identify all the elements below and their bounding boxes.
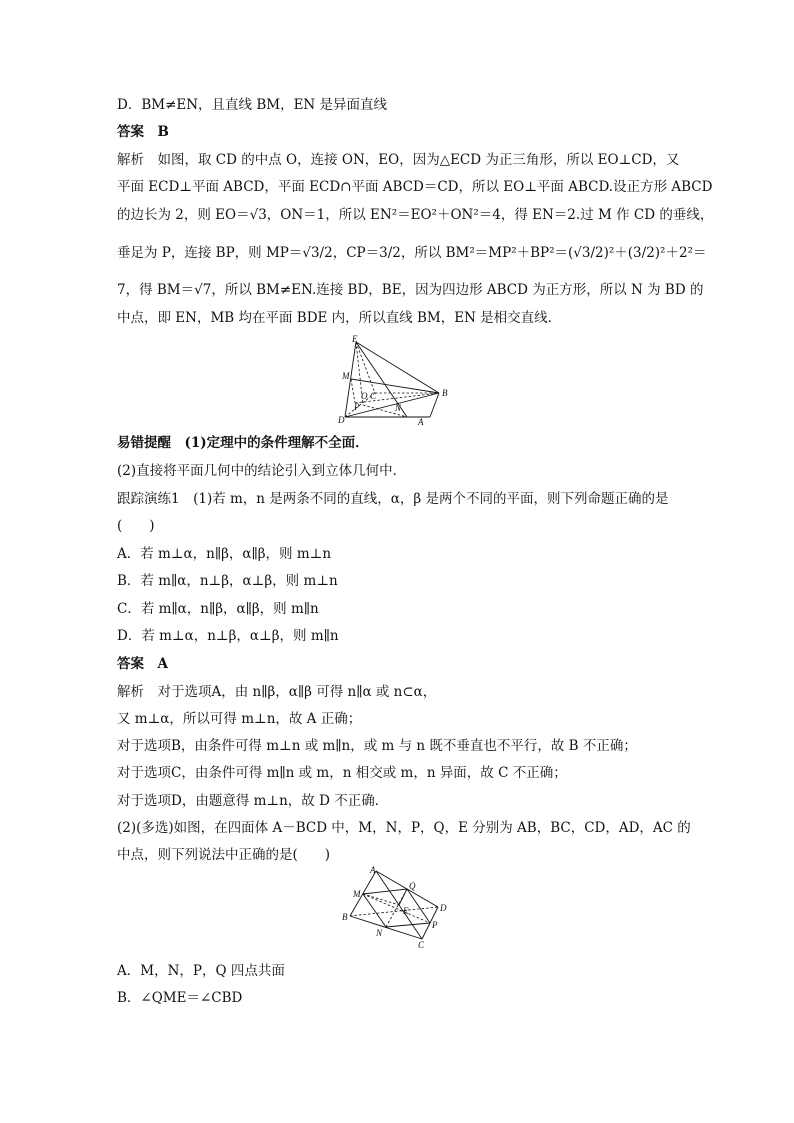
fig2-label-C: C xyxy=(418,940,425,950)
text-line-1: D．BM≠EN，且直线 BM，EN 是异面直线 xyxy=(117,97,388,113)
fig2-label-Q: Q xyxy=(409,881,416,891)
question2-line-2: 中点，则下列说法中正确的是( ) xyxy=(117,847,331,863)
text-line-8: 中点，即 EN，MB 均在平面 BDE 内，所以直线 BM，EN 是相交直线． xyxy=(117,310,562,326)
fig1-label-E: E xyxy=(352,334,358,344)
text-line-4: 平面 ECD⊥平面 ABCD，平面 ECD∩平面 ABCD＝CD，所以 EO⊥平面 ABCD.设正方形 ABCD xyxy=(117,179,713,195)
analysis-line-1: 解析 对于选项A，由 n∥β，α∥β 可得 n∥α 或 n⊂α， xyxy=(117,684,437,700)
practice-line-1: 跟踪演练1 (1)若 m，n 是两条不同的直线，α，β 是两个不同的平面，则下列命题正确的是 xyxy=(117,491,669,507)
option-a: A．若 m⊥α，n∥β，α∥β，则 m⊥n xyxy=(117,546,332,562)
fig1-label-M: M xyxy=(342,371,350,381)
option-c: C．若 m∥α，n∥β，α∥β，则 m∥n xyxy=(117,601,319,617)
option-b: B．若 m∥α，n⊥β，α⊥β，则 m⊥n xyxy=(117,573,338,589)
fig1-label-O: O xyxy=(361,391,368,401)
fig1-label-C: C xyxy=(370,391,377,401)
fig2-label-P: P xyxy=(432,920,438,930)
q2-option-a: A．M，N，P，Q 四点共面 xyxy=(117,963,285,979)
text-line-7: 7，得 BM＝√7，所以 BM≠EN.连接 BD，BE，因为四边形 ABCD 为正方形，所以 N 为 BD 的 xyxy=(117,282,704,298)
text-line-5: 的边长为 2，则 EO＝√3，ON＝1，所以 EN²＝EO²＋ON²＝4，得 EN＝2.过 M 作 CD 的垂线， xyxy=(117,207,714,223)
practice-line-2: ( ) xyxy=(117,518,155,534)
fig2-label-B: B xyxy=(342,912,348,922)
fig1-label-D: D xyxy=(338,415,345,425)
analysis-line-2: 又 m⊥α，所以可得 m⊥n，故 A 正确； xyxy=(117,711,362,727)
fig2-label-D: D xyxy=(440,903,447,913)
text-line-6: 垂足为 P，连接 BP，则 MP＝√3/2，CP＝3/2，所以 BM²＝MP²＋BP²＝(√3/2)²＋(3/2)²＋2²＝ xyxy=(117,245,707,261)
question2-line-1: (2)(多选)如图，在四面体 A－BCD 中，M，N，P，Q，E 分别为 AB，BC，CD，AD，AC 的 xyxy=(117,820,691,836)
fig2-label-M: M xyxy=(353,889,361,899)
answer-line-1: 答案 B xyxy=(117,124,169,140)
analysis-line-4: 对于选项C，由条件可得 m∥n 或 m，n 相交或 m，n 异面，故 C 不正确； xyxy=(117,765,567,781)
warning-line-2: (2)直接将平面几何中的结论引入到立体几何中． xyxy=(117,463,407,479)
analysis-line-5: 对于选项D，由题意得 m⊥n，故 D 不正确． xyxy=(117,793,389,809)
fig2-label-A: A xyxy=(370,865,376,875)
answer-line-2: 答案 A xyxy=(117,656,168,672)
fig1-label-N: N xyxy=(395,403,402,413)
text-line-3: 解析 如图，取 CD 的中点 O，连接 ON，EO，因为△ECD 为正三角形，所以 EO⊥CD，又 xyxy=(117,152,680,168)
fig2-label-E: E xyxy=(403,906,409,916)
fig1-label-P: P xyxy=(354,402,360,412)
fig1-label-A: A xyxy=(418,417,424,427)
analysis-line-3: 对于选项B，由条件可得 m⊥n 或 m∥n，或 m 与 n 既不垂直也不平行，故 B 不正确； xyxy=(117,738,637,754)
figure-pyramid xyxy=(335,333,460,428)
figure-tetrahedron xyxy=(340,864,455,954)
fig1-label-B: B xyxy=(442,388,448,398)
warning-line-1: 易错提醒 (1)定理中的条件理解不全面． xyxy=(117,435,369,451)
fig2-label-N: N xyxy=(376,928,383,938)
option-d: D．若 m⊥α，n⊥β，α⊥β，则 m∥n xyxy=(117,628,339,644)
q2-option-b: B．∠QME＝∠CBD xyxy=(117,990,243,1006)
